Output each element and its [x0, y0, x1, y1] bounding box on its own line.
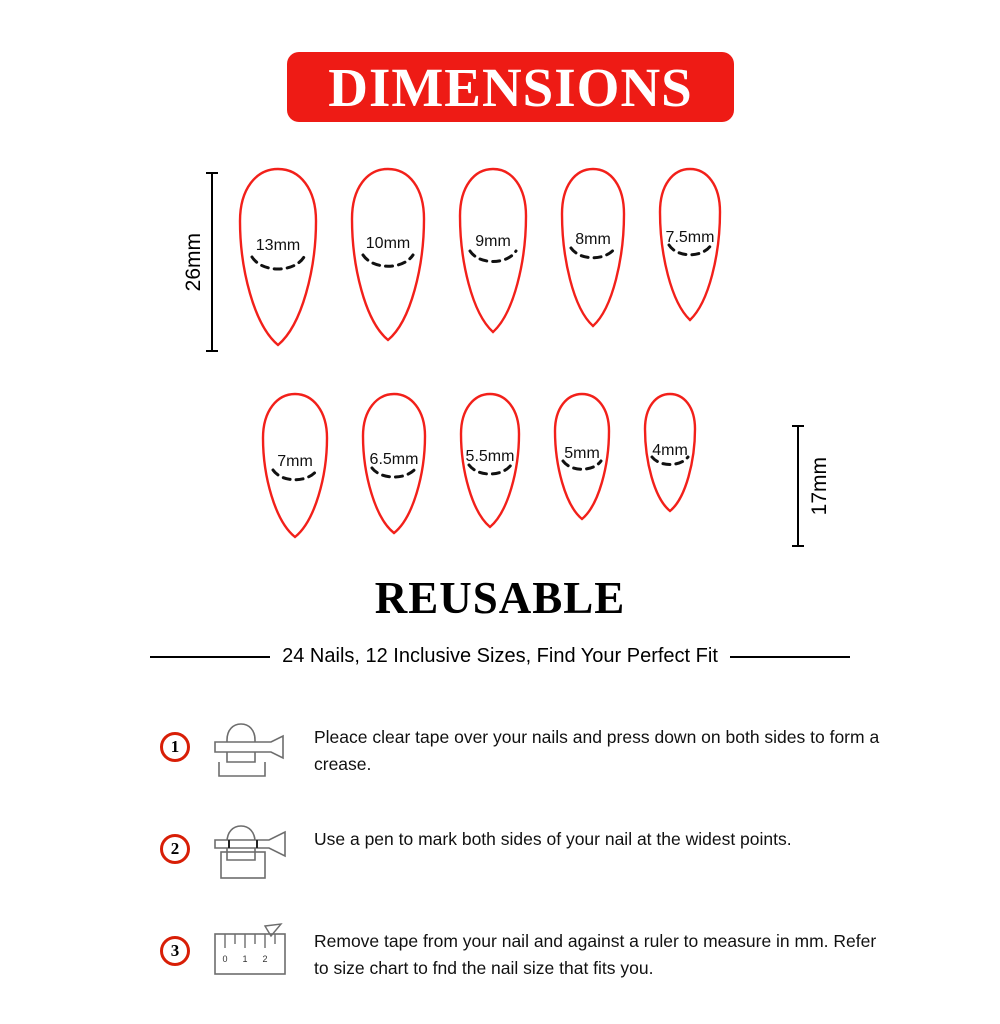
nail-shape: [355, 390, 433, 538]
nail-size-label: 7mm: [277, 453, 313, 470]
measurement-left-label: 26mm: [182, 232, 205, 292]
instruction-steps: [160, 718, 890, 1024]
nail-shape: [344, 165, 432, 345]
step-number-badge: 2: [160, 834, 190, 864]
nail-size-label: 5.5mm: [465, 448, 515, 465]
subtitle-rule-right: [730, 656, 850, 658]
nail-outline-icon: [452, 165, 534, 337]
measurement-right-label: 17mm: [808, 456, 831, 516]
nail-size-label: 4mm: [652, 442, 688, 459]
step-illustration: [208, 718, 300, 784]
tape-over-nail-icon: [209, 718, 299, 784]
nail-shape: [637, 390, 703, 516]
reusable-heading: REUSABLE: [374, 573, 626, 623]
measurement-right-bar: [792, 425, 804, 547]
nail-size-label: 6.5mm: [369, 451, 419, 468]
nail-shape: [255, 390, 335, 542]
subtitle-row: [150, 645, 850, 668]
nail-size-label: 10mm: [365, 235, 411, 252]
subtitle-text: 24 Nails, 12 Inclusive Sizes, Find Your Perfect Fit: [282, 645, 718, 667]
step-illustration: [208, 820, 300, 886]
step-item: [160, 820, 890, 886]
step-item: [160, 922, 890, 988]
nail-outline-icon: [344, 165, 432, 345]
nail-size-label: 7.5mm: [665, 229, 715, 246]
step-illustration: [208, 922, 300, 988]
step-number-badge: 3: [160, 936, 190, 966]
pen-mark-nail-icon: [209, 820, 299, 886]
ruler-icon: [209, 922, 299, 988]
svg-text:1: 1: [242, 954, 248, 964]
measurement-left-26mm: [178, 172, 218, 352]
step-number-badge: 1: [160, 732, 190, 762]
nail-size-label: 8mm: [575, 231, 611, 248]
page-title: DIMENSIONS: [328, 56, 693, 118]
step-text: Remove tape from your nail and against a ruler to measure in mm. Refer to size chart to fnd the nail size that fits you.: [314, 931, 877, 979]
step-item: [160, 718, 890, 784]
measurement-left-bar: [206, 172, 218, 352]
subtitle-rule-left: [150, 656, 270, 658]
nail-shape: [554, 165, 632, 331]
nail-size-label: 5mm: [564, 445, 600, 462]
step-text: Use a pen to mark both sides of your nail at the widest points.: [314, 829, 792, 849]
nail-row-bottom: [255, 390, 703, 542]
step-text: Pleace clear tape over your nails and press down on both sides to form a crease.: [314, 727, 880, 775]
nail-shape: [452, 165, 534, 337]
nail-shape: [652, 165, 728, 325]
nail-size-label: 13mm: [255, 237, 301, 254]
nail-shape: [453, 390, 527, 532]
svg-text:2: 2: [262, 954, 268, 964]
nail-row-top: [232, 165, 728, 350]
svg-text:0: 0: [222, 954, 228, 964]
nail-outline-icon: [232, 165, 324, 350]
measurement-right-17mm: [792, 425, 832, 547]
nail-size-label: 9mm: [475, 233, 511, 250]
nail-shape: [547, 390, 617, 524]
nail-shape: [232, 165, 324, 350]
title-banner: [287, 52, 734, 122]
